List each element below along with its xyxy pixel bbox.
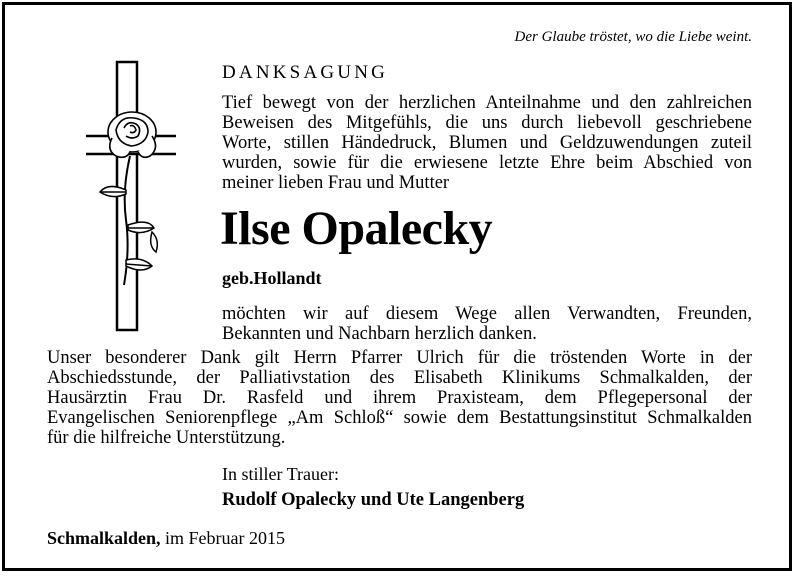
text-line: meiner lieben Frau und Mutter <box>222 173 450 193</box>
family-names: Rudolf Opalecky und Ute Langenberg <box>222 490 525 510</box>
text-line: Unser besonderer Dank gilt Herrn Pfarrer Ulrich für die tröstenden Worte in der <box>47 348 752 368</box>
text-line: für die hilfreiche Unterstützung. <box>47 428 286 448</box>
intro-paragraph <box>222 93 752 193</box>
closing-paragraph <box>222 304 752 344</box>
thanks-paragraph <box>47 348 752 448</box>
text-line: Tief bewegt von der herzlichen Anteilnahme und den zahlreichen <box>222 93 752 113</box>
cross-with-rose-icon <box>86 60 176 335</box>
text-line: Abschiedsstunde, der Palliativstation des Elisabeth Klinikums Schmalkalden, der <box>47 368 752 388</box>
place-date-line <box>47 528 285 549</box>
text-line: Bekannten und Nachbarn herzlich danken. <box>222 324 537 344</box>
birth-name: geb.Hollandt <box>222 268 322 288</box>
text-line: Beweisen des Mitgefühls, die uns durch liebevoll geschriebene <box>222 113 752 133</box>
mourning-label: In stiller Trauer: <box>222 464 339 484</box>
text-line: möchten wir auf diesem Wege allen Verwandten, Freunden, <box>222 304 752 324</box>
page-title: DANKSAGUNG <box>222 62 389 83</box>
text-line: Evangelischen Seniorenpflege „Am Schloß“ sowie dem Bestattungsinstitut Schmalkalden <box>47 408 752 428</box>
place: Schmalkalden, <box>47 528 161 548</box>
text-line: wurden, sowie für die erwiesene letzte Ehre beim Abschied von <box>222 153 752 173</box>
motto: Der Glaube tröstet, wo die Liebe weint. <box>514 29 752 45</box>
text-line: Worte, stillen Händedruck, Blumen und Geldzuwendungen zuteil <box>222 133 752 153</box>
text-line: Hausärztin Frau Dr. Rasfeld und ihrem Praxisteam, dem Pflegepersonal der <box>47 388 752 408</box>
deceased-name: Ilse Opalecky <box>220 202 493 255</box>
date: im Februar 2015 <box>165 528 286 548</box>
